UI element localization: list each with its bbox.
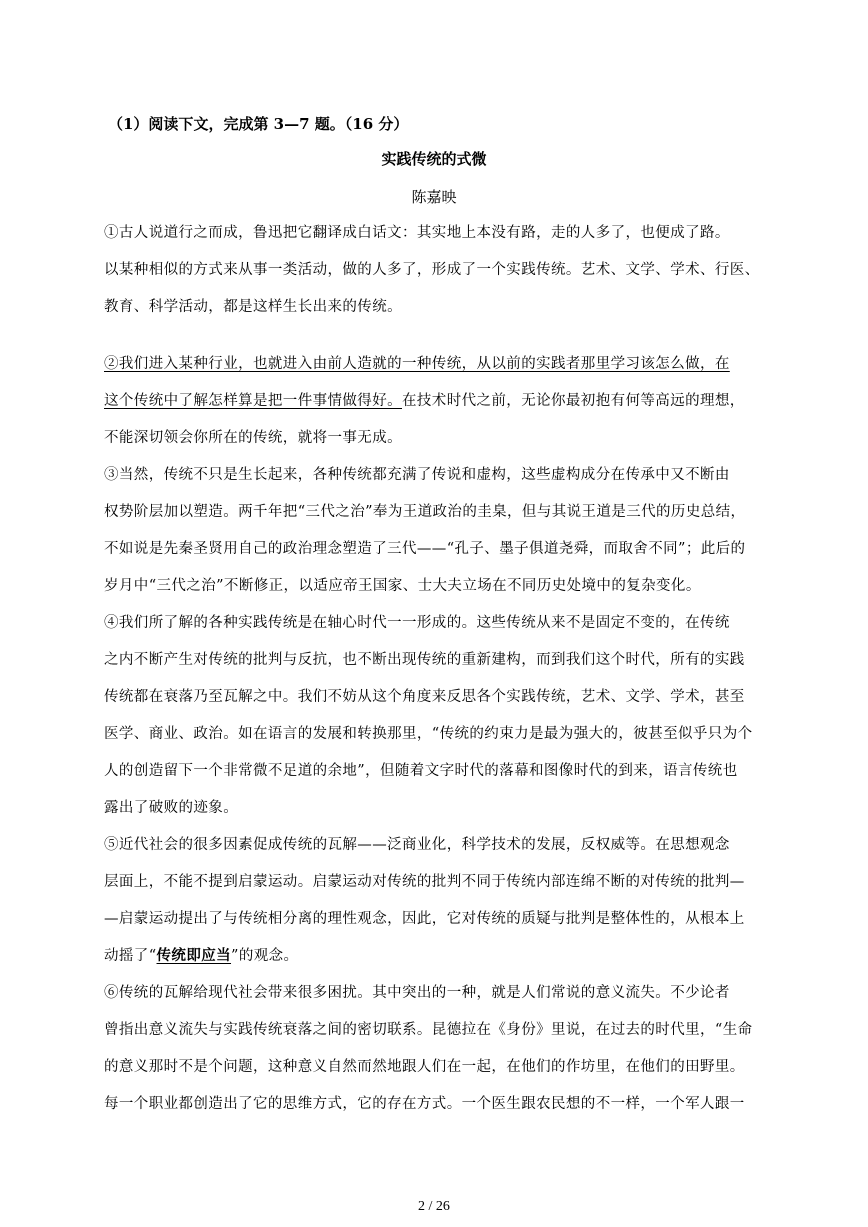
- paragraph-4-line-5: 人的创造留下一个非常微不足道的余地”，但随着文字时代的落幕和图像时代的到来，语言传统也: [104, 763, 738, 779]
- quote-open-text: 动摇了“: [104, 948, 157, 964]
- emphasized-phrase: 传统即应当: [156, 947, 232, 964]
- paragraph-2-line-3: 不能深切领会你所在的传统，就将一事无成。: [104, 430, 402, 446]
- question-header: （1）阅读下文，完成第 3—7 题。（16 分）: [108, 115, 409, 133]
- paragraph-6-line-4: 每一个职业都创造出了它的思维方式，它的存在方式。一个医生跟农民想的不一样，一个军人跟一: [104, 1096, 745, 1112]
- paragraph-1-line-3: 教育、科学活动，都是这样生长出来的传统。: [104, 299, 402, 315]
- paragraph-4-line-2: 之内不断产生对传统的批判与反抗，也不断出现传统的重新建构，而到我们这个时代，所有的实践: [104, 652, 745, 668]
- article-author: 陈嘉映: [411, 188, 457, 206]
- paragraph-5-line-1: ⑤近代社会的很多因素促成传统的瓦解——泛商业化，科学技术的发展，反权威等。在思想观念: [104, 837, 730, 853]
- paragraph-2-text: 在技术时代之前，无论你最初抱有何等高远的理想，: [402, 393, 745, 409]
- paragraph-4-line-6: 露出了破败的迹象。: [104, 800, 239, 816]
- paragraph-6-line-1: ⑥传统的瓦解给现代社会带来很多困扰。其中突出的一种，就是人们常说的意义流失。不少论者: [104, 985, 730, 1001]
- paragraph-5-line-4: [104, 945, 298, 967]
- underlined-sentence-end: 这个传统中了解怎样算是把一件事情做得好。: [104, 393, 402, 409]
- paragraph-5-line-3: —启蒙运动提出了与传统相分离的理性观念，因此，它对传统的质疑与批判是整体性的，从根本上: [104, 911, 745, 927]
- quote-close-text: ”的观念。: [231, 948, 299, 964]
- article-title: 实践传统的式微: [381, 150, 487, 168]
- paragraph-4-line-4: 医学、商业、政治。如在语言的发展和转换那里，“传统的约束力是最为强大的，彼甚至似乎只为个: [104, 726, 753, 742]
- paragraph-3-line-4: 岁月中“三代之治”不断修正，以适应帝王国家、士大夫立场在不同历史处境中的复杂变化。: [104, 578, 701, 594]
- paragraph-3-line-3: 不如说是先秦圣贤用自己的政治理念塑造了三代——“孔子、墨子俱道尧舜，而取舍不同”；此后的: [104, 541, 746, 557]
- paragraph-4-line-1: ④我们所了解的各种实践传统是在轴心时代一一形成的。这些传统从来不是固定不变的，在传统: [104, 615, 730, 631]
- paragraph-2-line-1: [104, 353, 730, 375]
- paragraph-3-line-2: 权势阶层加以塑造。两千年把“三代之治”奉为王道政治的圭臬，但与其说王道是三代的历史总结，: [104, 504, 746, 520]
- paragraph-2-line-2: [104, 390, 745, 412]
- paragraph-5-line-2: 层面上，不能不提到启蒙运动。启蒙运动对传统的批判不同于传统内部连绵不断的对传统的批判—: [104, 874, 745, 890]
- underlined-sentence: ②我们进入某种行业，也就进入由前人造就的一种传统，从以前的实践者那里学习该怎么做，在: [104, 356, 730, 372]
- paragraph-1-line-2: 以某种相似的方式来从事一类活动，做的人多了，形成了一个实践传统。艺术、文学、学术、行医、: [104, 262, 760, 278]
- paragraph-3-line-1: ③当然，传统不只是生长起来，各种传统都充满了传说和虚构，这些虚构成分在传承中又不断由: [104, 467, 730, 483]
- paragraph-4-line-3: 传统都在衰落乃至瓦解之中。我们不妨从这个角度来反思各个实践传统，艺术、文学、学术，甚至: [104, 689, 745, 705]
- paragraph-1-line-1: ①古人说道行之而成，鲁迅把它翻译成白话文：其实地上本没有路，走的人多了，也便成了路。: [104, 225, 730, 241]
- paragraph-6-line-3: 的意义那时不是个问题，这种意义自然而然地跟人们在一起，在他们的作坊里，在他们的田野里。: [104, 1059, 745, 1075]
- page-number: 2 / 26: [418, 1199, 450, 1214]
- paragraph-6-line-2: 曾指出意义流失与实践传统衰落之间的密切联系。昆德拉在《身份》里说，在过去的时代里，“生命: [104, 1022, 753, 1038]
